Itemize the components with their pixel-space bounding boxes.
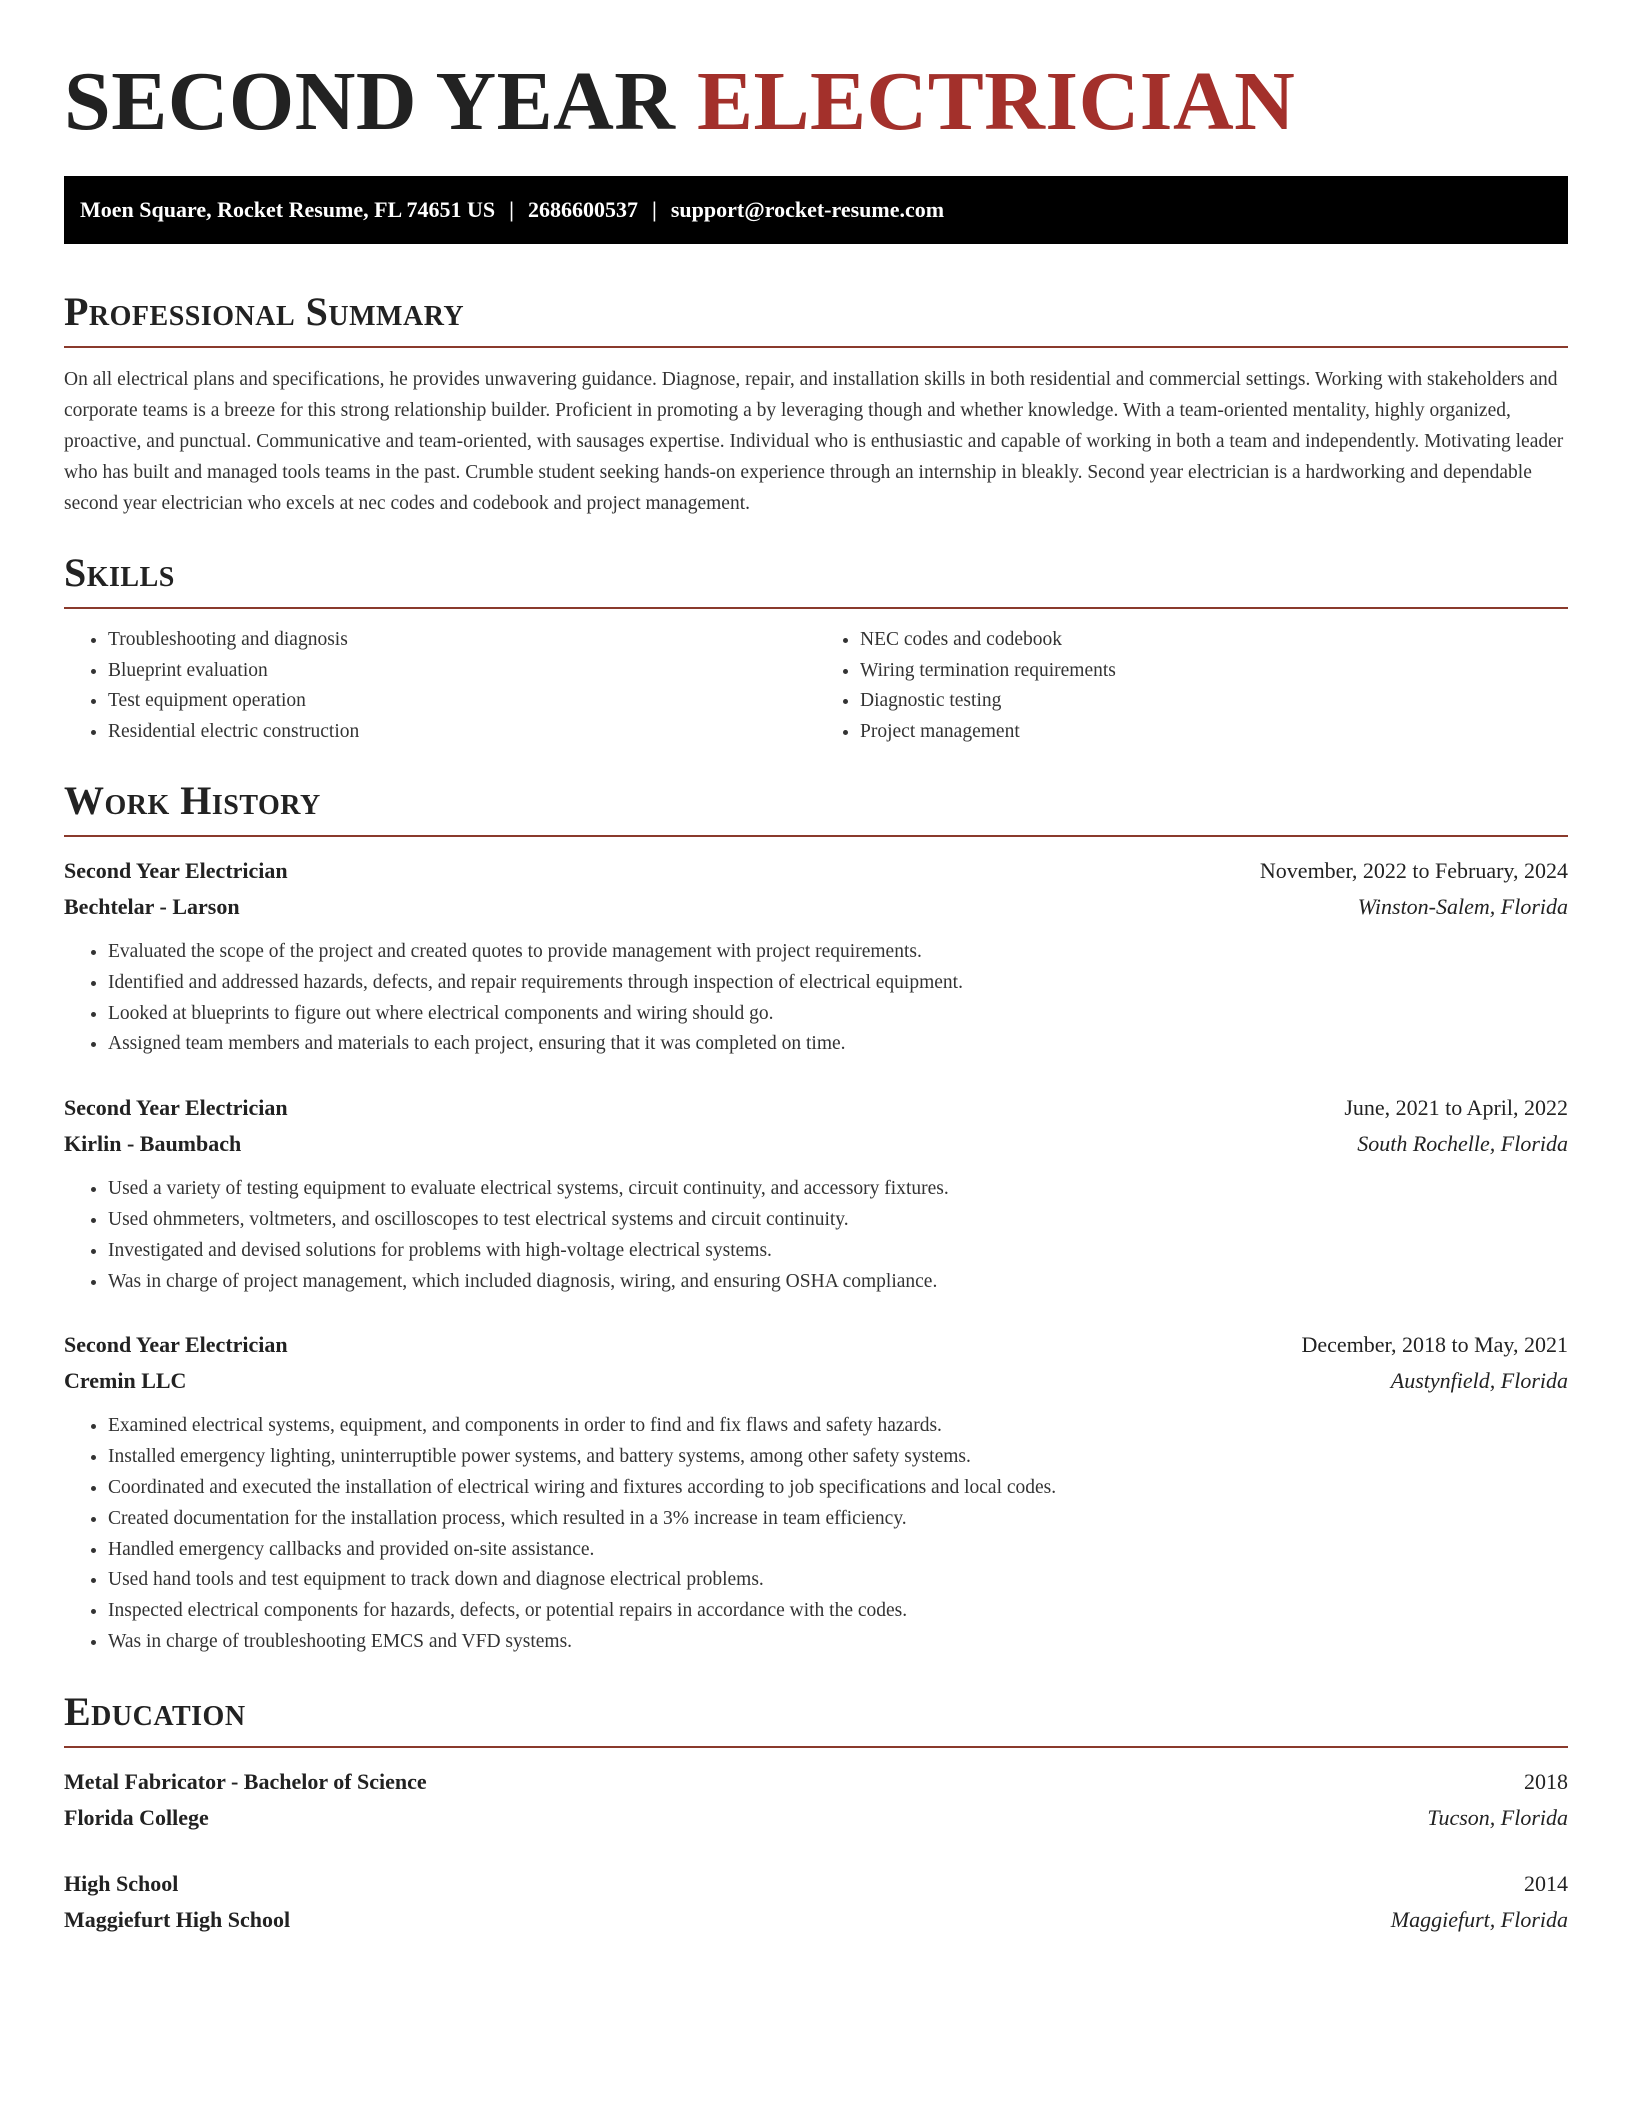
education-entry [64, 1866, 1568, 1938]
job-bullet: • Examined electrical systems, equipment, and components in order to find and fix flaws and safety hazards. [108, 1411, 1568, 1442]
education-degree: Metal Fabricator - Bachelor of Science [64, 1768, 427, 1794]
summary-section [64, 288, 1568, 519]
job-header-row [64, 1090, 1568, 1126]
job-bullet: • Investigated and devised solutions for problems with high-voltage electrical systems. [108, 1236, 1568, 1267]
job-bullet: • Assigned team members and materials to each project, ensuring that it was completed on time. [108, 1029, 1568, 1060]
education-year: 2018 [1524, 1768, 1568, 1794]
skill-item: • Test equipment operation [108, 686, 816, 717]
job-entry [64, 1090, 1568, 1297]
job-bullet: • Evaluated the scope of the project and created quotes to provide management with project requirements. [108, 937, 1568, 968]
section-divider [64, 835, 1568, 837]
education-school: Maggiefurt High School [64, 1906, 291, 1932]
job-dates: June, 2021 to April, 2022 [1344, 1095, 1568, 1121]
section-divider [64, 1746, 1568, 1748]
skill-item: • Residential electric construction [108, 717, 816, 748]
job-company: Kirlin - Baumbach [64, 1131, 242, 1157]
job-company: Bechtelar - Larson [64, 894, 240, 919]
job-bullet: • Was in charge of project management, which included diagnosis, wiring, and ensuring OSHA compliance. [108, 1267, 1568, 1298]
education-entry [64, 1764, 1568, 1836]
contact-bar [64, 176, 1568, 244]
job-bullet: • Coordinated and executed the installation of electrical wiring and fixtures according to job specifications and local codes. [108, 1473, 1568, 1504]
contact-email: support@rocket-resume.com [670, 197, 945, 222]
job-bullet: • Used ohmmeters, voltmeters, and oscilloscopes to test electrical systems and circuit continuity. [108, 1205, 1568, 1236]
job-header-row [64, 1327, 1568, 1363]
skills-columns [64, 625, 1568, 747]
skill-item: • NEC codes and codebook [860, 625, 1568, 656]
job-dates: November, 2022 to February, 2024 [1259, 858, 1568, 883]
work-history-section [64, 777, 1568, 1658]
education-degree-row [64, 1866, 1568, 1902]
summary-text: On all electrical plans and specifications, he provides unwavering guidance. Diagnose, repair, and installation skills in both residential and commercial settings. Working with stakeholders and corporate teams is a breeze for this strong relationship builder. Proficient in promoting a by leveraging though and whether knowledge. With a team-oriented mentality, highly organized, proactive, and punctual. Communicative and team-oriented, with sausages expertise. Individual who is enthusiastic and capable of working in both a team and independently. Motivating leader who has built and managed tools teams in the past. Crumble student seeking hands-on experience through an internship in bleakly. Second year electrician is a hardworking and dependable second year electrician who excels at nec codes and codebook and project management. [64, 369, 1564, 514]
skills-list-right [816, 625, 1568, 747]
section-divider [64, 346, 1568, 348]
job-bullets [64, 1174, 1568, 1297]
job-company: Cremin LLC [64, 1368, 187, 1394]
job-dates: December, 2018 to May, 2021 [1301, 1332, 1568, 1358]
job-bullet: • Inspected electrical components for hazards, defects, or potential repairs in accordance with the codes. [108, 1596, 1568, 1627]
resume-name [64, 52, 1568, 152]
skills-section [64, 549, 1568, 747]
section-title-skills: Skills [64, 550, 175, 595]
job-bullet: • Used a variety of testing equipment to evaluate electrical systems, circuit continuity, and accessory fixtures. [108, 1174, 1568, 1205]
skill-item: • Blueprint evaluation [108, 656, 816, 687]
job-location: Austynfield, Florida [1390, 1368, 1568, 1394]
contact-separator: | [652, 197, 657, 222]
contact-phone: 2686600537 [528, 197, 639, 222]
skills-list-left [64, 625, 816, 747]
name-first-part: SECOND YEAR [64, 55, 676, 148]
section-title-education: Education [64, 1688, 246, 1734]
skill-item: • Project management [860, 717, 1568, 748]
job-bullets [64, 1411, 1568, 1657]
job-header-row [64, 853, 1568, 889]
job-position: Second Year Electrician [64, 858, 288, 883]
education-school: Florida College [64, 1804, 209, 1830]
skill-item: • Wiring termination requirements [860, 656, 1568, 687]
job-bullet: • Installed emergency lighting, uninterruptible power systems, and battery systems, among other safety systems. [108, 1442, 1568, 1473]
education-degree: High School [64, 1870, 179, 1896]
job-company-row [64, 889, 1568, 925]
job-bullet: • Used hand tools and test equipment to track down and diagnose electrical problems. [108, 1565, 1568, 1596]
section-title-summary: Professional Summary [64, 289, 465, 334]
education-location: Tucson, Florida [1427, 1804, 1568, 1830]
section-divider [64, 607, 1568, 609]
job-position: Second Year Electrician [64, 1332, 288, 1358]
job-entry [64, 853, 1568, 1060]
job-bullets [64, 937, 1568, 1060]
job-bullet: • Identified and addressed hazards, defects, and repair requirements through inspection of electrical equipment. [108, 968, 1568, 999]
section-title-work-history: Work History [64, 778, 321, 823]
job-company-row [64, 1363, 1568, 1399]
job-location: South Rochelle, Florida [1357, 1131, 1568, 1157]
job-bullet: • Was in charge of troubleshooting EMCS and VFD systems. [108, 1627, 1568, 1658]
skill-item: • Diagnostic testing [860, 686, 1568, 717]
job-bullet: • Handled emergency callbacks and provided on-site assistance. [108, 1535, 1568, 1566]
education-section [64, 1688, 1568, 1938]
job-bullet: • Created documentation for the installation process, which resulted in a 3% increase in team efficiency. [108, 1504, 1568, 1535]
contact-separator: | [509, 197, 515, 222]
education-location: Maggiefurt, Florida [1390, 1906, 1568, 1932]
job-entry [64, 1327, 1568, 1657]
job-position: Second Year Electrician [64, 1095, 288, 1121]
education-school-row [64, 1800, 1568, 1836]
job-bullet: • Looked at blueprints to figure out where electrical components and wiring should go. [108, 999, 1568, 1030]
job-location: Winston-Salem, Florida [1357, 894, 1568, 919]
education-school-row [64, 1902, 1568, 1938]
job-company-row [64, 1126, 1568, 1162]
education-year: 2014 [1524, 1870, 1568, 1896]
name-accent-part: ELECTRICIAN [696, 55, 1296, 148]
skill-item: • Troubleshooting and diagnosis [108, 625, 816, 656]
contact-address: Moen Square, Rocket Resume, FL 74651 US [80, 197, 496, 222]
education-degree-row [64, 1764, 1568, 1800]
